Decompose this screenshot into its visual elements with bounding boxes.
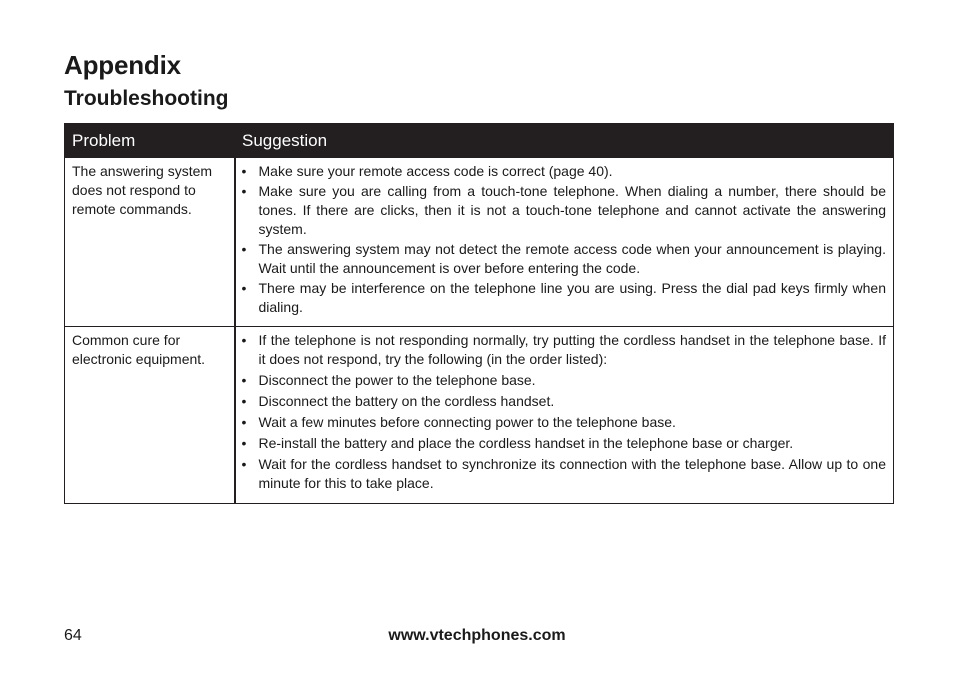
bullet-icon: • [241,414,247,430]
suggestion-text: Wait a few minutes before connecting power to the telephone base. [258,414,676,430]
list-item [242,371,887,390]
bullet-icon: • [241,435,247,451]
suggestion-text: Disconnect the battery on the cordless handset. [258,393,555,409]
suggestion-text: Make sure your remote access code is correct (page 40). [258,163,613,179]
suggestion-text: The answering system may not detect the remote access code when your announcement is playing. Wait until the announcement is over before entering the code. [258,241,886,276]
header-problem: Problem [65,124,235,158]
suggestion-text: Wait for the cordless handset to synchronize its connection with the telephone base. Allow up to one minute for this to take place. [258,456,886,491]
page-title: Appendix [64,50,181,80]
list-item [242,413,887,432]
suggestion-text: Make sure you are calling from a touch-tone telephone. When dialing a number, there should be tones. If there are clicks, then it is not a touch-tone telephone and cannot activate the answering system. [258,183,886,237]
problem-cell: The answering system does not respond to remote commands. [65,158,235,327]
suggestion-text: If the telephone is not responding normally, try putting the cordless handset in the telephone base. If it does not respond, try the following (in the order listed): [258,332,886,367]
bullet-icon: • [241,393,247,409]
section-title: Troubleshooting [64,87,229,110]
page-number: 64 [64,627,82,644]
list-item [242,392,887,411]
problem-cell: Common cure for electronic equipment. [65,327,235,504]
suggestion-cell [235,158,894,327]
bullet-icon: • [241,332,247,348]
suggestion-cell [235,327,894,504]
suggestion-text: Disconnect the power to the telephone base. [258,372,536,388]
list-item [242,434,887,453]
suggestion-list [242,162,887,317]
bullet-icon: • [241,163,247,179]
suggestion-list [242,331,887,493]
list-item [242,279,887,317]
suggestion-text: There may be interference on the telephone line you are using. Press the dial pad keys firmly when dialing. [258,280,886,315]
table-row [65,327,894,504]
list-item [242,455,887,493]
table-header-row [65,124,894,158]
table-row [65,158,894,327]
bullet-icon: • [241,372,247,388]
troubleshooting-table [64,123,894,504]
list-item [242,240,887,278]
footer-url: www.vtechphones.com [388,627,566,644]
list-item [242,182,887,239]
list-item [242,162,887,181]
bullet-icon: • [241,241,247,257]
list-item [242,331,887,369]
suggestion-text: Re-install the battery and place the cordless handset in the telephone base or charger. [258,435,794,451]
header-suggestion: Suggestion [235,124,894,158]
bullet-icon: • [241,280,247,296]
bullet-icon: • [241,183,247,199]
bullet-icon: • [241,456,247,472]
